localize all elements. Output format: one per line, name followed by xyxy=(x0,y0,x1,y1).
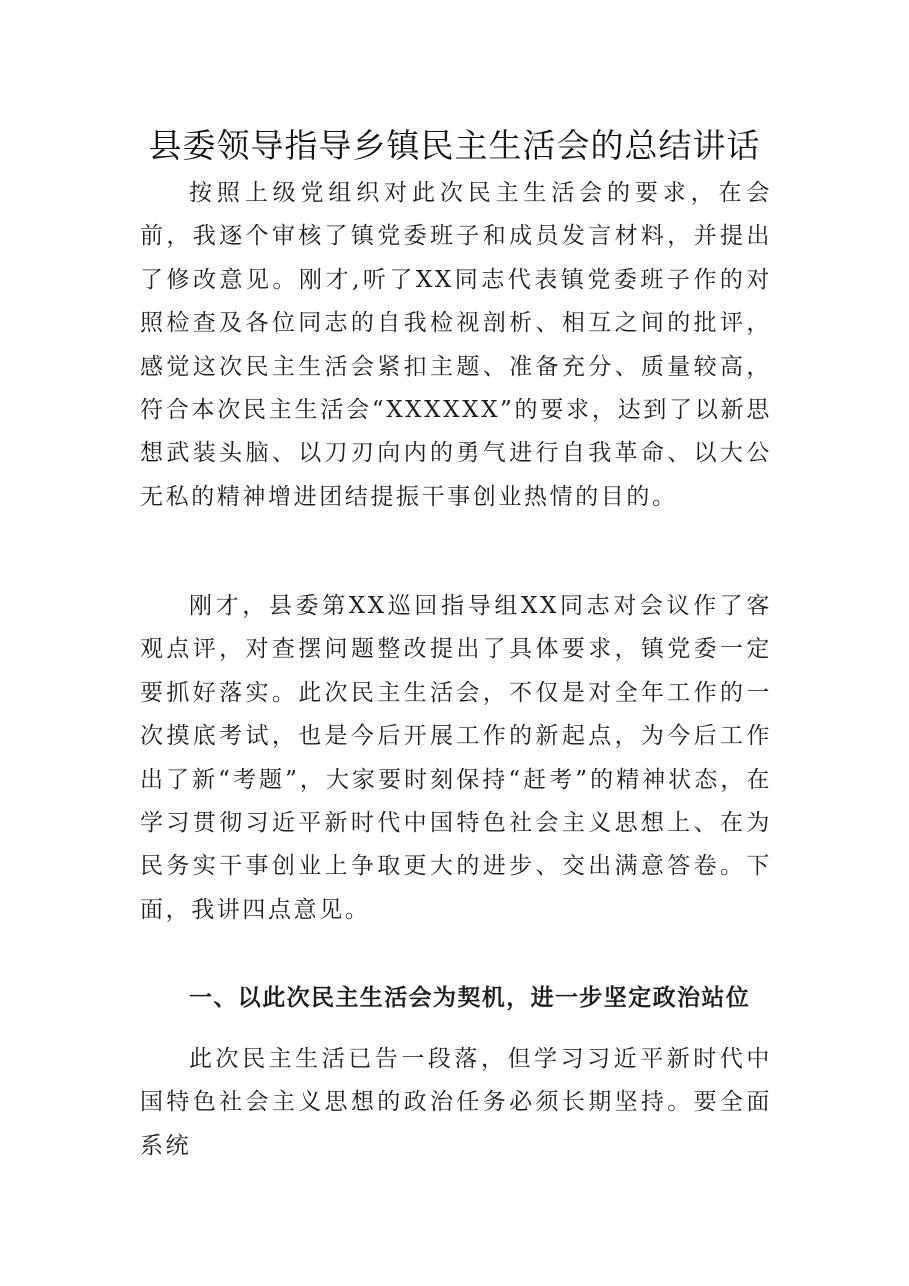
section-heading-1: 一、以此次民主生活会为契机，进一步坚定政治站位 xyxy=(189,984,751,1011)
paragraph-intro: 按照上级党组织对此次民主生活会的要求，在会前，我逐个审核了镇党委班子和成员发言材料，并提出了修改意见。刚才,听了XX同志代表镇党委班子作的对照检查及各位同志的自我检视剖析、相互之间的批评，感觉这次民主生活会紧扣主题、准备充分、质量较高，符合本次民主生活会“XXXXXX”的要求，达到了以新思想武装头脑、以刀刃向内的勇气进行自我革命、以大公无私的精神增进团结提振干事创业热情的目的。 xyxy=(140,180,772,510)
paragraph-section-1: 此次民主生活已告一段落，但学习习近平新时代中国特色社会主义思想的政治任务必须长期坚持。要全面系统 xyxy=(140,1046,772,1159)
document-title: 县委领导指导乡镇民主生活会的总结讲话 xyxy=(148,126,761,165)
paragraph-review: 刚才，县委第XX巡回指导组XX同志对会议作了客观点评，对查摆问题整改提出了具体要求，镇党委一定要抓好落实。此次民主生活会，不仅是对全年工作的一次摸底考试，也是今后开展工作的新起点，为今后工作出了新“考题”，大家要时刻保持“赶考”的精神状态，在学习贯彻习近平新时代中国特色社会主义思想上、在为民务实干事创业上争取更大的进步、交出满意答卷。下面，我讲四点意见。 xyxy=(140,593,772,923)
